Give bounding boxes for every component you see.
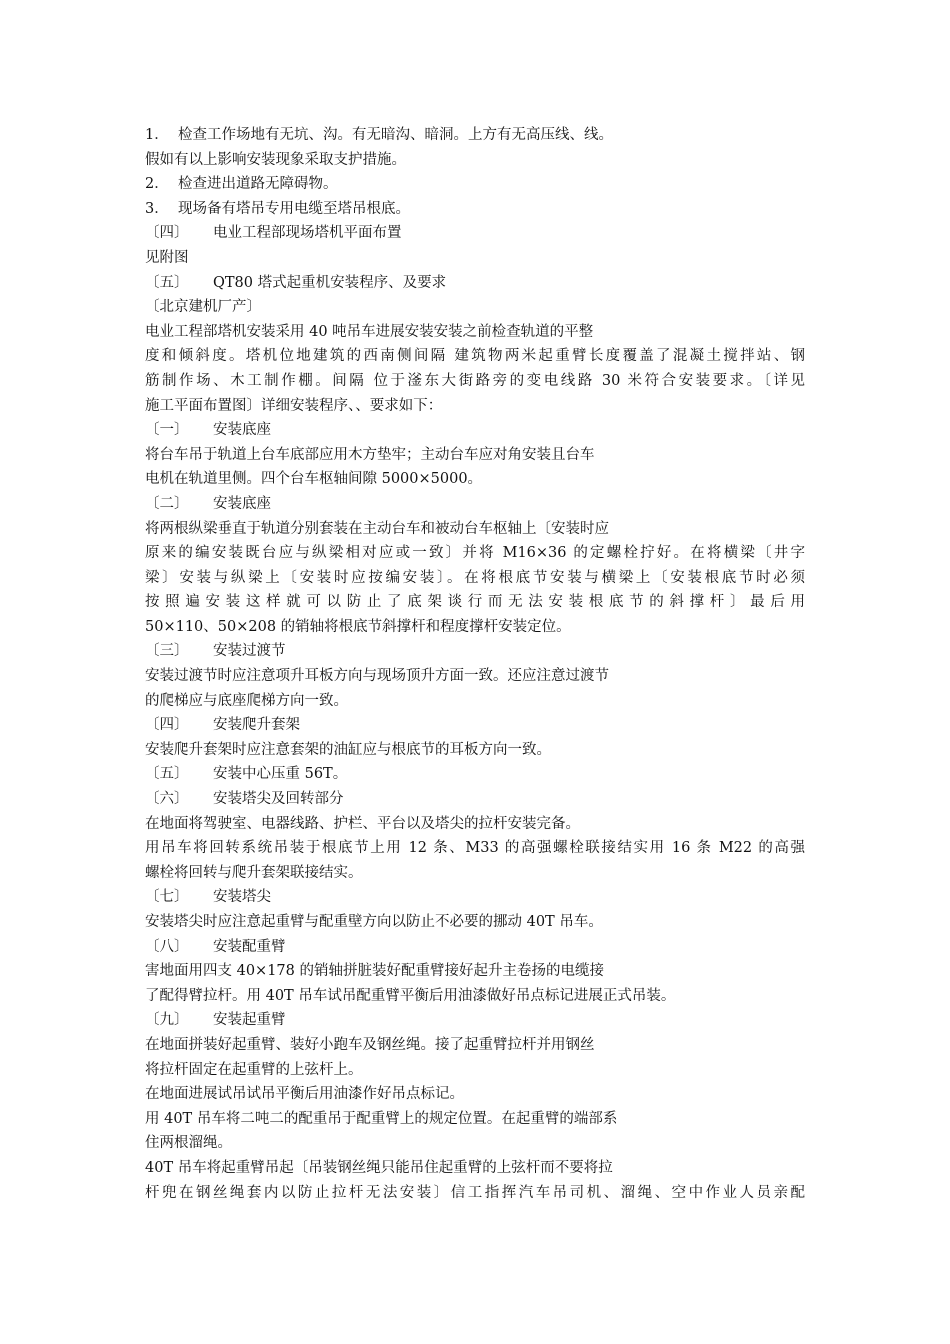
line-text: 电业工程部塔机安装采用 40 吨吊车进展安装安装之前检查轨道的平整 xyxy=(145,323,594,340)
text-line xyxy=(145,369,805,394)
line-text: 螺栓将回转与爬升套架联接结实。 xyxy=(145,864,363,881)
text-line xyxy=(145,320,805,345)
text-line xyxy=(145,984,805,1009)
text-line xyxy=(145,787,805,812)
text-line xyxy=(145,1156,805,1181)
line-text: 安装塔尖时应注意起重臂与配重壁方向以防止不必要的挪动 40T 吊车。 xyxy=(145,914,603,930)
line-text: 安装爬升套架 xyxy=(213,717,300,734)
text-line xyxy=(145,123,805,148)
section-number: 〔三〕 xyxy=(145,643,189,660)
text-line xyxy=(145,517,805,542)
line-text: 50×110、50×208 的销轴将根底节斜撑杆和程度撑杆安装定位。 xyxy=(145,618,571,635)
line-text: 在地面拼装好起重臂、装好小跑车及钢丝绳。接了起重臂拉杆并用钢丝 xyxy=(145,1036,595,1053)
text-line xyxy=(145,812,805,837)
text-line xyxy=(145,467,805,492)
line-text: 将台车吊于轨道上台车底部应用木方垫牢；主动台车应对角安装且台车 xyxy=(145,446,595,463)
line-text: 安装配重臂 xyxy=(213,938,286,955)
text-line xyxy=(145,295,805,320)
text-line xyxy=(145,959,805,984)
line-text: 电机在轨道里侧。四个台车枢轴间隙 5000×5000。 xyxy=(145,471,483,488)
line-text: 在地面进展试吊试吊平衡后用油漆作好吊点标记。 xyxy=(145,1086,464,1103)
line-text: 按照遍安装这样就可以防止了底架谈行而无法安装根底节的斜撑杆〕最后用 xyxy=(145,594,805,611)
section-number: 〔九〕 xyxy=(145,1012,189,1029)
line-text: 度和倾斜度。塔机位地建筑的西南侧间隔 建筑物两米起重臂长度覆盖了混凝土搅拌站、钢 xyxy=(145,348,805,365)
text-line xyxy=(145,541,805,566)
section-number: 〔一〕 xyxy=(145,422,189,439)
line-text: 的爬梯应与底座爬梯方向一致。 xyxy=(145,692,348,709)
line-text: 住两根溜绳。 xyxy=(145,1135,232,1152)
text-line xyxy=(145,935,805,960)
line-text: 筋制作场、木工制作棚。间隔 位于滏东大街路旁的变电线路 30 米符合安装要求。〔详见 xyxy=(145,372,805,389)
list-number: 1． xyxy=(145,127,169,143)
text-line xyxy=(145,566,805,591)
line-text: 将两根纵梁垂直于轨道分别套装在主动台车和被动台车枢轴上〔安装时应 xyxy=(145,520,609,537)
line-text: 检查进出道路无障碍物。 xyxy=(178,176,338,193)
text-line xyxy=(145,221,805,246)
text-line xyxy=(145,344,805,369)
line-text: 40T 吊车将起重臂吊起〔吊装钢丝绳只能吊住起重臂的上弦杆而不要将拉 xyxy=(145,1159,613,1176)
text-line xyxy=(145,689,805,714)
text-line xyxy=(145,1082,805,1107)
text-line xyxy=(145,590,805,615)
text-line xyxy=(145,1181,805,1206)
line-text: 了配得臂拉杆。用 40T 吊车试吊配重臂平衡后用油漆做好吊点标记进展正式吊装。 xyxy=(145,987,676,1004)
text-line xyxy=(145,713,805,738)
document-body xyxy=(145,123,805,1205)
text-line xyxy=(145,762,805,787)
text-line xyxy=(145,1131,805,1156)
text-line xyxy=(145,738,805,763)
text-line xyxy=(145,639,805,664)
list-number: 2． xyxy=(145,176,169,193)
line-text: 用 40T 吊车将二吨二的配重吊于配重臂上的规定位置。在起重臂的端部系 xyxy=(145,1110,618,1127)
text-line xyxy=(145,271,805,296)
line-text: 见附图 xyxy=(145,249,189,266)
line-text: 安装底座 xyxy=(213,495,271,512)
text-line xyxy=(145,246,805,271)
line-text: 安装中心压重 56T。 xyxy=(213,766,348,783)
text-line xyxy=(145,197,805,222)
line-text: 杆兜在钢丝绳套内以防止拉杆无法安装〕信工指挥汽车吊司机、溜绳、空中作业人员亲配 xyxy=(145,1184,805,1201)
text-line xyxy=(145,1058,805,1083)
line-text: 安装塔尖及回转部分 xyxy=(213,791,344,808)
text-line xyxy=(145,664,805,689)
text-line xyxy=(145,885,805,910)
line-text: QT80 塔式起重机安装程序、及要求 xyxy=(213,274,447,291)
line-text: 施工平面布置图〕详细安装程序、、要求如下： xyxy=(145,397,443,414)
section-number: 〔四〕 xyxy=(145,717,189,734)
line-text: 将拉杆固定在起重臂的上弦杆上。 xyxy=(145,1061,363,1078)
line-text: 〔北京建机厂产〕 xyxy=(145,299,261,316)
text-line xyxy=(145,394,805,419)
line-text: 安装过渡节 xyxy=(213,643,286,660)
text-line xyxy=(145,1107,805,1132)
text-line xyxy=(145,861,805,886)
line-text: 在地面将驾驶室、电器线路、护栏、平台以及塔尖的拉杆安装完备。 xyxy=(145,815,580,832)
text-line xyxy=(145,172,805,197)
line-text: 现场备有塔吊专用电缆至塔吊根底。 xyxy=(178,200,410,217)
line-text: 安装底座 xyxy=(213,422,271,439)
text-line xyxy=(145,910,805,935)
text-line xyxy=(145,492,805,517)
line-text: 安装爬升套架时应注意套架的油缸应与根底节的耳板方向一致。 xyxy=(145,741,551,758)
text-line xyxy=(145,418,805,443)
section-number: 〔五〕 xyxy=(145,274,189,291)
text-line xyxy=(145,443,805,468)
list-number: 3． xyxy=(145,200,169,217)
section-number: 〔八〕 xyxy=(145,938,189,955)
line-text: 安装起重臂 xyxy=(213,1012,286,1029)
line-text: 害地面用四支 40×178 的销轴拼脏装好配重臂接好起升主卷扬的电缆接 xyxy=(145,963,604,980)
section-number: 〔四〕 xyxy=(145,225,189,242)
line-text: 假如有以上影响安装现象采取支护措施。 xyxy=(145,151,406,168)
section-number: 〔五〕 xyxy=(145,766,189,783)
line-text: 安装过渡节时应注意项升耳板方向与现场顶升方面一致。还应注意过渡节 xyxy=(145,668,609,685)
text-line xyxy=(145,1033,805,1058)
text-line xyxy=(145,1008,805,1033)
section-number: 〔七〕 xyxy=(145,889,189,906)
line-text: 电业工程部现场塔机平面布置 xyxy=(213,225,402,242)
text-line xyxy=(145,615,805,640)
section-number: 〔六〕 xyxy=(145,791,189,808)
text-line xyxy=(145,148,805,173)
line-text: 梁〕安装与纵梁上〔安装时应按编安装〕。在将根底节安装与横梁上〔安装根底节时必须 xyxy=(145,569,805,586)
line-text: 检查工作场地有无坑、沟。有无暗沟、暗洞。上方有无高压线、线。 xyxy=(178,127,613,143)
line-text: 原来的编安装既台应与纵梁相对应或一致〕并将 M16×36 的定螺栓拧好。在将横梁〔井字 xyxy=(145,545,805,562)
text-line xyxy=(145,836,805,861)
section-number: 〔二〕 xyxy=(145,495,189,512)
line-text: 安装塔尖 xyxy=(213,889,271,906)
line-text: 用吊车将回转系统吊装于根底节上用 12 条、M33 的高强螺栓联接结实用 16 条 M22 的高强 xyxy=(145,840,805,857)
